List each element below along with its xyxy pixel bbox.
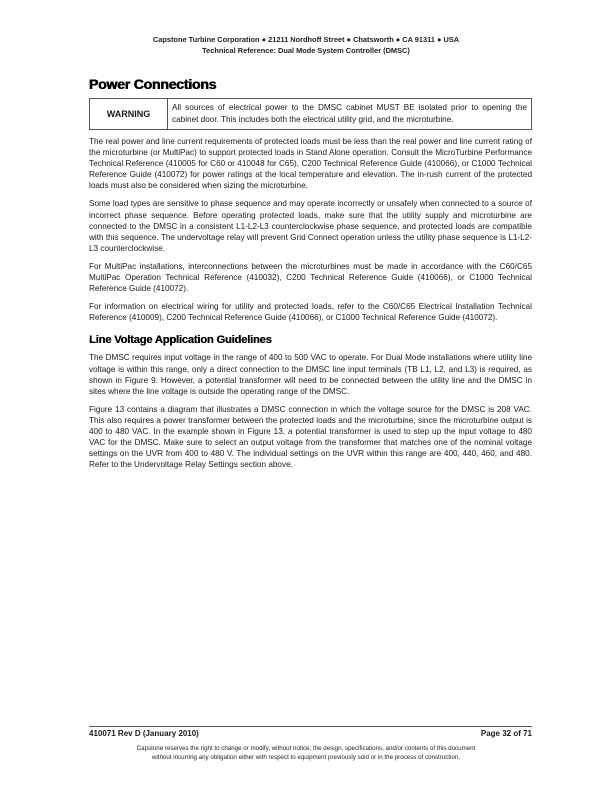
footer-disclaimer — [0, 744, 612, 762]
footer-disclaimer-line1: Capstone reserves the right to change or modify, without notice, the design, specifications, and/or contents of this document — [136, 745, 476, 752]
footer-divider — [89, 726, 532, 727]
paragraph: Some load types are sensitive to phase sequence and may operate incorrectly or unsafely when connected to a source of incorrect phase sequence. Before operating protected loads, make sure that the utility supply and microturbine are connected to the DMSC in a consistent L1-L2-L3 counterclockwise phase sequence, and protected loads are compatible with this sequence. The undervoltage relay will prevent Grid Connect operation unless the utility phase sequence is L1-L2-L3 counterclockwise. — [89, 199, 532, 253]
paragraph: The real power and line current requirements of protected loads must be less than the real power and line current rating of the microturbine (or MultiPac) to support protected loads in Stand Alone operation. Consult the MicroTurbine Performance Technical Reference (410005 for C60 or 410048 for C65), C200 Technical Reference Guide (410066), or C1000 Technical Reference Guide (410072) for power ratings at the local temperature and elevation. The in-rush current of the protected loads must also be considered when sizing the microturbine. — [89, 137, 532, 191]
page-header — [0, 34, 612, 56]
header-document-title: Technical Reference: Dual Mode System Controller (DMSC) — [202, 46, 410, 55]
warning-text: All sources of electrical power to the DMSC cabinet MUST BE isolated prior to opening the cabinet door. This includes both the electrical utility grid, and the microturbine. — [168, 99, 532, 130]
main-content — [89, 76, 532, 477]
paragraph: For information on electrical wiring for utility and protected loads, refer to the C60/C65 Electrical Installation Technical Reference (410009), C200 Technical Reference Guide (410066), or C1000 Technical Reference Guide (410072). — [89, 302, 532, 323]
section-title-line-voltage: Line Voltage Application Guidelines — [89, 334, 272, 347]
header-company-address: Capstone Turbine Corporation ● 21211 Nordhoff Street ● Chatsworth ● CA 91311 ● USA — [152, 35, 460, 44]
paragraph: Figure 13 contains a diagram that illustrates a DMSC connection in which the voltage source for the DMSC is 208 VAC. This also requires a power transformer between the protected loads and the microturbine, since the microturbine output is 400 to 480 VAC. In the example shown in Figure 13, a potential transformer is used to step up the input voltage to 480 VAC for the DMSC. Make sure to select an output voltage from the transformer that matches one of the nominal voltage settings on the UVR from 400 to 480 V. The individual settings on the UVR within this range are 400, 440, 460, and 480. Refer to the Undervoltage Relay Settings section above. — [89, 404, 532, 470]
paragraph: For MultiPac installations, interconnections between the microturbines must be made in accordance with the C60/C65 MultiPac Operation Technical Reference (410032), C200 Technical Reference Guide (410066), or C1000 Technical Reference Guide (410072). — [89, 261, 532, 294]
footer-document-id: 410071 Rev D (January 2010) — [89, 729, 199, 738]
warning-box — [89, 98, 532, 130]
footer-disclaimer-line2: without incurring any obligation either with respect to equipment previously sold or in the process of construction. — [151, 754, 461, 761]
paragraph: The DMSC requires input voltage in the range of 400 to 500 VAC to operate. For Dual Mode installations where utility line voltage is within this range, only a direct connection to the DMSC line input terminals (TB L1, L2, and L3) is required, as shown in Figure 9. However, a potential transformer will need to be connected between the utility line and the DMSC in sites where the line voltage is outside the operating range of the DMSC. — [89, 353, 532, 396]
section-title-power-connections: Power Connections — [89, 76, 217, 92]
footer-page-number: Page 32 of 71 — [480, 729, 532, 738]
warning-label: WARNING — [90, 99, 168, 130]
